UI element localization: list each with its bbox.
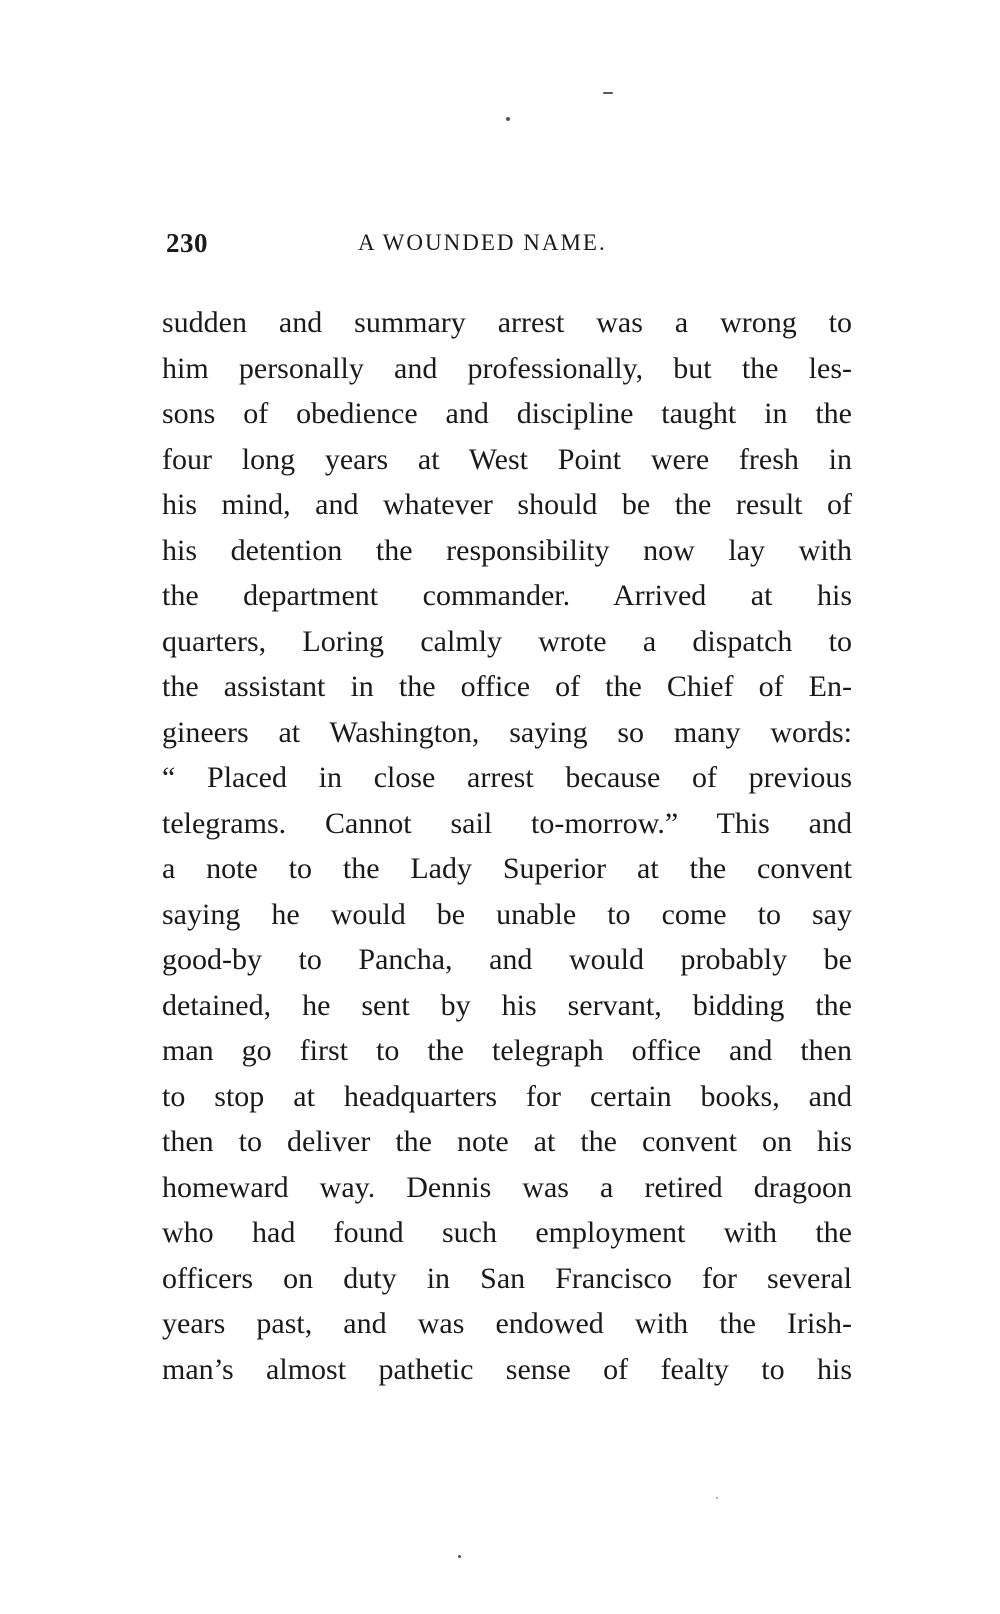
text-line: a note to the Lady Superior at the convent bbox=[162, 852, 852, 885]
text-line: gineers at Washington, saying so many words: bbox=[162, 715, 852, 749]
text-line: man’s almost pathetic sense of fealty to his bbox=[162, 1352, 852, 1386]
text-line: years past, and was endowed with the Irish- bbox=[162, 1307, 852, 1340]
text-line: who had found such employment with the bbox=[162, 1216, 852, 1249]
text-line: four long years at West Point were fresh in bbox=[162, 442, 852, 476]
text-line: then to deliver the note at the convent on his bbox=[162, 1125, 852, 1158]
text-line: sudden and summary arrest was a wrong to bbox=[162, 306, 852, 339]
text-line: telegrams. Cannot sail to-morrow.” This and bbox=[162, 806, 852, 840]
body-text bbox=[162, 300, 852, 1392]
text-line: officers on duty in San Francisco for several bbox=[162, 1261, 852, 1295]
text-line: detained, he sent by his servant, bidding the bbox=[162, 988, 852, 1022]
text-line: him personally and professionally, but the les- bbox=[162, 351, 852, 385]
scan-speck bbox=[458, 1555, 461, 1558]
running-title: A WOUNDED NAME. bbox=[358, 230, 607, 255]
text-line: sons of obedience and discipline taught in the bbox=[162, 397, 852, 430]
text-line: good-by to Pancha, and would probably be bbox=[162, 943, 852, 976]
page-number: 230 bbox=[166, 228, 208, 258]
text-line: “ Placed in close arrest because of previous bbox=[162, 761, 852, 794]
text-line: his detention the responsibility now lay with bbox=[162, 533, 852, 567]
text-line: homeward way. Dennis was a retired dragoon bbox=[162, 1170, 852, 1204]
text-line: the department commander. Arrived at his bbox=[162, 579, 852, 612]
text-line: the assistant in the office of the Chief of En- bbox=[162, 670, 852, 703]
scan-speck bbox=[603, 92, 613, 94]
text-line: saying he would be unable to come to say bbox=[162, 897, 852, 931]
text-line: man go first to the telegraph office and then bbox=[162, 1034, 852, 1067]
text-line: quarters, Loring calmly wrote a dispatch to bbox=[162, 624, 852, 658]
scan-speck bbox=[506, 117, 510, 121]
text-line: to stop at headquarters for certain books, and bbox=[162, 1079, 852, 1113]
text-line: his mind, and whatever should be the result of bbox=[162, 488, 852, 521]
scan-speck bbox=[716, 1497, 718, 1499]
page-header bbox=[166, 228, 866, 268]
